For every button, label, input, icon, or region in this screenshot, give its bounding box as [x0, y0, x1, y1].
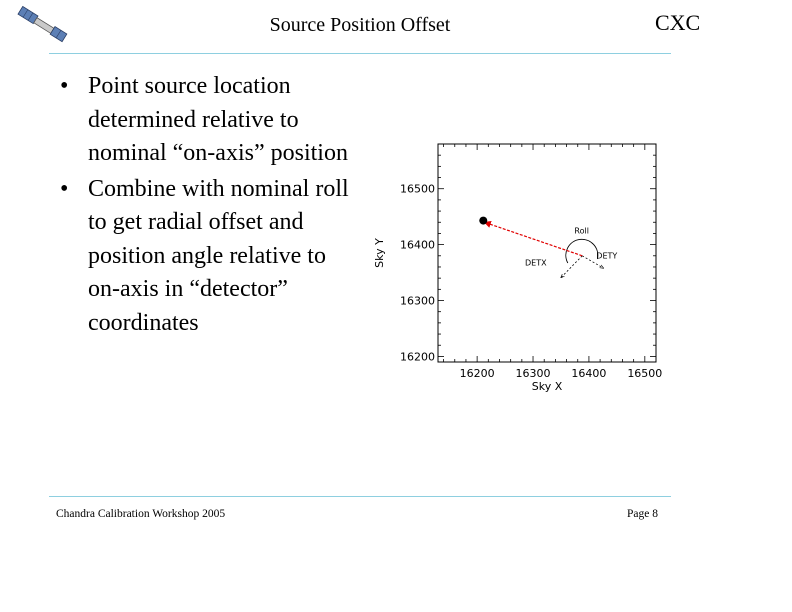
offset-arrow — [484, 222, 582, 256]
bullet-marker: • — [60, 73, 69, 99]
x-tick-label: 16500 — [627, 367, 663, 380]
bullet-list — [58, 70, 358, 342]
page-number: Page 8 — [627, 508, 658, 520]
bullet-text: Point source location determined relative to nominal “on-axis” position — [88, 73, 348, 166]
annotation-label: Roll — [574, 226, 589, 236]
bullet-item — [58, 173, 358, 341]
annotation-label: DETX — [525, 258, 547, 268]
bullet-text: Combine with nominal roll to get radial offset and position angle relative to on-axis in “detector” coordinates — [88, 175, 349, 336]
plot-frame — [438, 144, 656, 362]
y-tick-label: 16200 — [400, 350, 435, 364]
source-point — [479, 217, 487, 225]
header-divider — [49, 53, 671, 54]
y-tick-label: 16400 — [400, 238, 435, 252]
footer-title: Chandra Calibration Workshop 2005 — [56, 508, 226, 520]
x-tick-label: 16300 — [515, 367, 551, 380]
detx-axis-line — [561, 256, 582, 278]
sky-position-plot — [368, 138, 668, 408]
footer-divider — [49, 496, 671, 497]
annotation-label: DETY — [596, 251, 618, 261]
x-tick-label: 16200 — [459, 367, 495, 380]
page-title: Source Position Offset — [269, 14, 451, 36]
plot-layer — [373, 144, 662, 393]
y-axis-label: Sky Y — [373, 238, 386, 268]
bullet-item — [58, 70, 358, 171]
x-axis-label: Sky X — [531, 380, 563, 393]
y-tick-label: 16500 — [400, 182, 435, 196]
bullet-marker: • — [60, 175, 69, 202]
y-tick-label: 16300 — [400, 294, 435, 308]
org-label: CXC — [655, 10, 701, 35]
roll-angle-arc — [566, 239, 598, 263]
x-tick-label: 16400 — [571, 367, 607, 380]
